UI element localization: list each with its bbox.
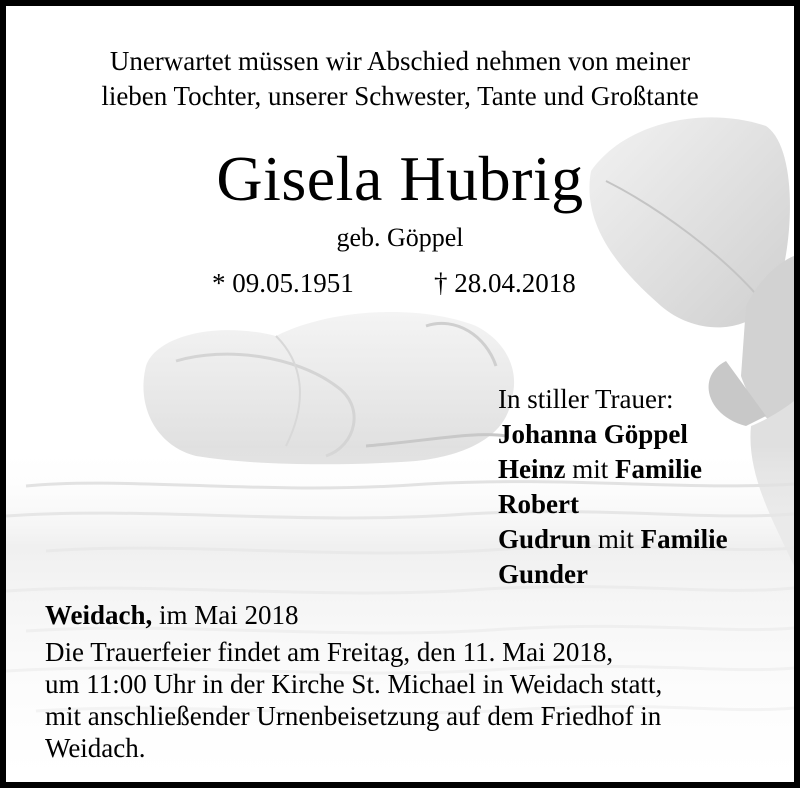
service-info (45, 636, 775, 764)
rose-image (143, 312, 514, 464)
mourner-2-name: Heinz (498, 454, 566, 484)
death-date: † 28.04.2018 (434, 268, 576, 298)
service-line-2: um 11:00 Uhr in der Kirche St. Michael in Weidach statt, (45, 669, 663, 699)
birth-date: * 09.05.1951 (212, 268, 354, 298)
mourner-2 (498, 452, 728, 487)
mourner-5: Gunder (498, 559, 589, 589)
mourners-list (498, 382, 728, 592)
place-month: im Mai 2018 (152, 600, 299, 630)
mourner-4-family: Familie (640, 524, 728, 554)
service-line-3: mit anschließender Urnenbeisetzung auf dem Friedhof in (45, 701, 662, 731)
intro-text (6, 44, 794, 114)
mourner-3: Robert (498, 489, 579, 519)
mourner-4-name: Gudrun (498, 524, 592, 554)
birth-name: geb. Göppel (336, 223, 464, 252)
service-line-4: Weidach. (45, 733, 146, 763)
intro-line-1: Unerwartet müssen wir Abschied nehmen von meiner (109, 46, 691, 76)
mourner-4-with: mit (591, 524, 641, 554)
deceased-name: Gisela Hubrig (216, 143, 584, 214)
mourner-2-with: mit (565, 454, 616, 484)
intro-line-2: lieben Tochter, unserer Schwester, Tante und Großtante (101, 81, 699, 111)
place-town: Weidach, (45, 600, 153, 630)
service-line-1: Die Trauerfeier findet am Freitag, den 11. Mai 2018, (45, 637, 614, 667)
mourner-4 (498, 522, 728, 557)
place-date (45, 598, 299, 632)
mourner-2-family: Familie (615, 454, 702, 484)
mourners-heading: In stiller Trauer: (498, 384, 674, 414)
mourner-1: Johanna Göppel (498, 419, 688, 449)
